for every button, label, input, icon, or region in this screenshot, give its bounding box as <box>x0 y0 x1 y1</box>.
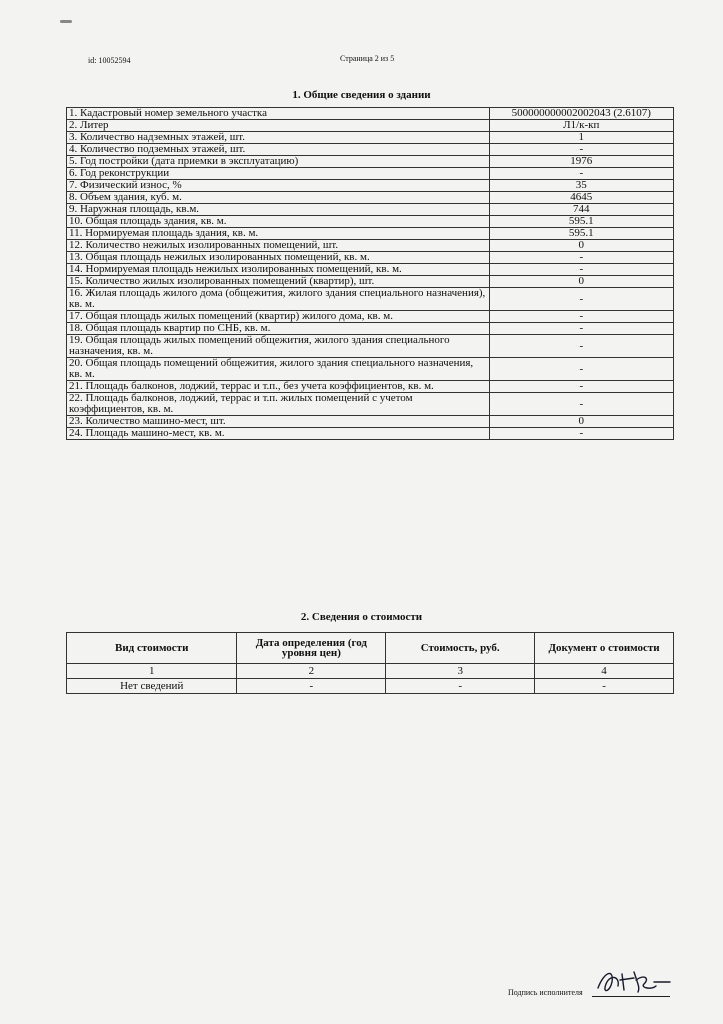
row-label: 19. Общая площадь жилых помещений общежития, жилого здания специального назначения, кв. м. <box>67 335 490 358</box>
row-label: 18. Общая площадь квартир по СНБ, кв. м. <box>67 323 490 335</box>
row-value: 35 <box>489 180 673 192</box>
table-cell: - <box>237 679 386 694</box>
row-value: - <box>489 323 673 335</box>
table-row <box>67 311 674 323</box>
row-value: - <box>489 288 673 311</box>
table-row <box>67 264 674 276</box>
row-value: 744 <box>489 204 673 216</box>
row-value: - <box>489 168 673 180</box>
table-row <box>67 216 674 228</box>
scan-mark <box>60 20 72 23</box>
row-label: 4. Количество подземных этажей, шт. <box>67 144 490 156</box>
table-row <box>67 144 674 156</box>
signature-label: Подпись исполнителя <box>508 988 583 997</box>
row-value: - <box>489 381 673 393</box>
table-header-row <box>67 633 674 664</box>
row-label: 9. Наружная площадь, кв.м. <box>67 204 490 216</box>
row-value: - <box>489 393 673 416</box>
row-label: 5. Год постройки (дата приемки в эксплуатацию) <box>67 156 490 168</box>
table-row <box>67 381 674 393</box>
row-value: 1 <box>489 132 673 144</box>
column-number: 4 <box>535 664 674 679</box>
document-id: id: 10052594 <box>88 56 131 65</box>
column-number: 2 <box>237 664 386 679</box>
table-row <box>67 393 674 416</box>
row-label: 21. Площадь балконов, лоджий, террас и т.п., без учета коэффициентов, кв. м. <box>67 381 490 393</box>
row-value: - <box>489 428 673 440</box>
row-value: 1976 <box>489 156 673 168</box>
row-value: 595.1 <box>489 228 673 240</box>
section-1-title: 1. Общие сведения о здании <box>292 89 431 101</box>
table-row <box>67 156 674 168</box>
row-value: 4645 <box>489 192 673 204</box>
row-label: 1. Кадастровый номер земельного участка <box>67 108 490 120</box>
table-row <box>67 679 674 694</box>
table-row <box>67 108 674 120</box>
row-value: - <box>489 252 673 264</box>
table-row <box>67 120 674 132</box>
table-row <box>67 204 674 216</box>
row-label: 10. Общая площадь здания, кв. м. <box>67 216 490 228</box>
row-value: 0 <box>489 240 673 252</box>
table-row <box>67 288 674 311</box>
table-row <box>67 276 674 288</box>
row-value: 0 <box>489 416 673 428</box>
row-value: - <box>489 358 673 381</box>
building-info-table <box>66 107 674 440</box>
column-header: Вид стоимости <box>67 633 237 664</box>
row-label: 16. Жилая площадь жилого дома (общежития, жилого здания специального назначения), кв. м. <box>67 288 490 311</box>
column-header: Стоимость, руб. <box>386 633 535 664</box>
table-row <box>67 428 674 440</box>
row-label: 22. Площадь балконов, лоджий, террас и т.п. жилых помещений с учетом коэффициентов, кв. м. <box>67 393 490 416</box>
table-cell: Нет сведений <box>67 679 237 694</box>
column-number-row <box>67 664 674 679</box>
row-value: - <box>489 311 673 323</box>
column-header: Дата определения (год уровня цен) <box>237 633 386 664</box>
row-label: 2. Литер <box>67 120 490 132</box>
handwritten-signature <box>594 964 676 998</box>
table-row <box>67 252 674 264</box>
row-value: 0 <box>489 276 673 288</box>
row-label: 3. Количество надземных этажей, шт. <box>67 132 490 144</box>
row-label: 24. Площадь машино-мест, кв. м. <box>67 428 490 440</box>
table-row <box>67 335 674 358</box>
row-label: 11. Нормируемая площадь здания, кв. м. <box>67 228 490 240</box>
row-value: - <box>489 335 673 358</box>
table-cell: - <box>386 679 535 694</box>
table-row <box>67 323 674 335</box>
row-label: 20. Общая площадь помещений общежития, жилого здания специального назначения, кв. м. <box>67 358 490 381</box>
table-row <box>67 192 674 204</box>
row-label: 7. Физический износ, % <box>67 180 490 192</box>
column-header: Документ о стоимости <box>535 633 674 664</box>
table-row <box>67 168 674 180</box>
row-label: 14. Нормируемая площадь нежилых изолированных помещений, кв. м. <box>67 264 490 276</box>
row-value: Л1/к-кп <box>489 120 673 132</box>
table-cell: - <box>535 679 674 694</box>
column-number: 1 <box>67 664 237 679</box>
row-label: 23. Количество машино-мест, шт. <box>67 416 490 428</box>
row-label: 6. Год реконструкции <box>67 168 490 180</box>
table-row <box>67 132 674 144</box>
row-value: - <box>489 264 673 276</box>
row-label: 17. Общая площадь жилых помещений (квартир) жилого дома, кв. м. <box>67 311 490 323</box>
section-2-title: 2. Сведения о стоимости <box>300 611 423 623</box>
column-number: 3 <box>386 664 535 679</box>
row-value: 500000000002002043 (2.6107) <box>489 108 673 120</box>
row-label: 12. Количество нежилых изолированных помещений, шт. <box>67 240 490 252</box>
row-label: 8. Объем здания, куб. м. <box>67 192 490 204</box>
table-row <box>67 240 674 252</box>
table-row <box>67 358 674 381</box>
page-number: Страница 2 из 5 <box>340 54 395 63</box>
table-row <box>67 228 674 240</box>
table-row <box>67 416 674 428</box>
row-label: 15. Количество жилых изолированных помещений (квартир), шт. <box>67 276 490 288</box>
row-value: - <box>489 144 673 156</box>
row-label: 13. Общая площадь нежилых изолированных помещений, кв. м. <box>67 252 490 264</box>
row-value: 595.1 <box>489 216 673 228</box>
cost-table <box>66 632 674 694</box>
table-row <box>67 180 674 192</box>
